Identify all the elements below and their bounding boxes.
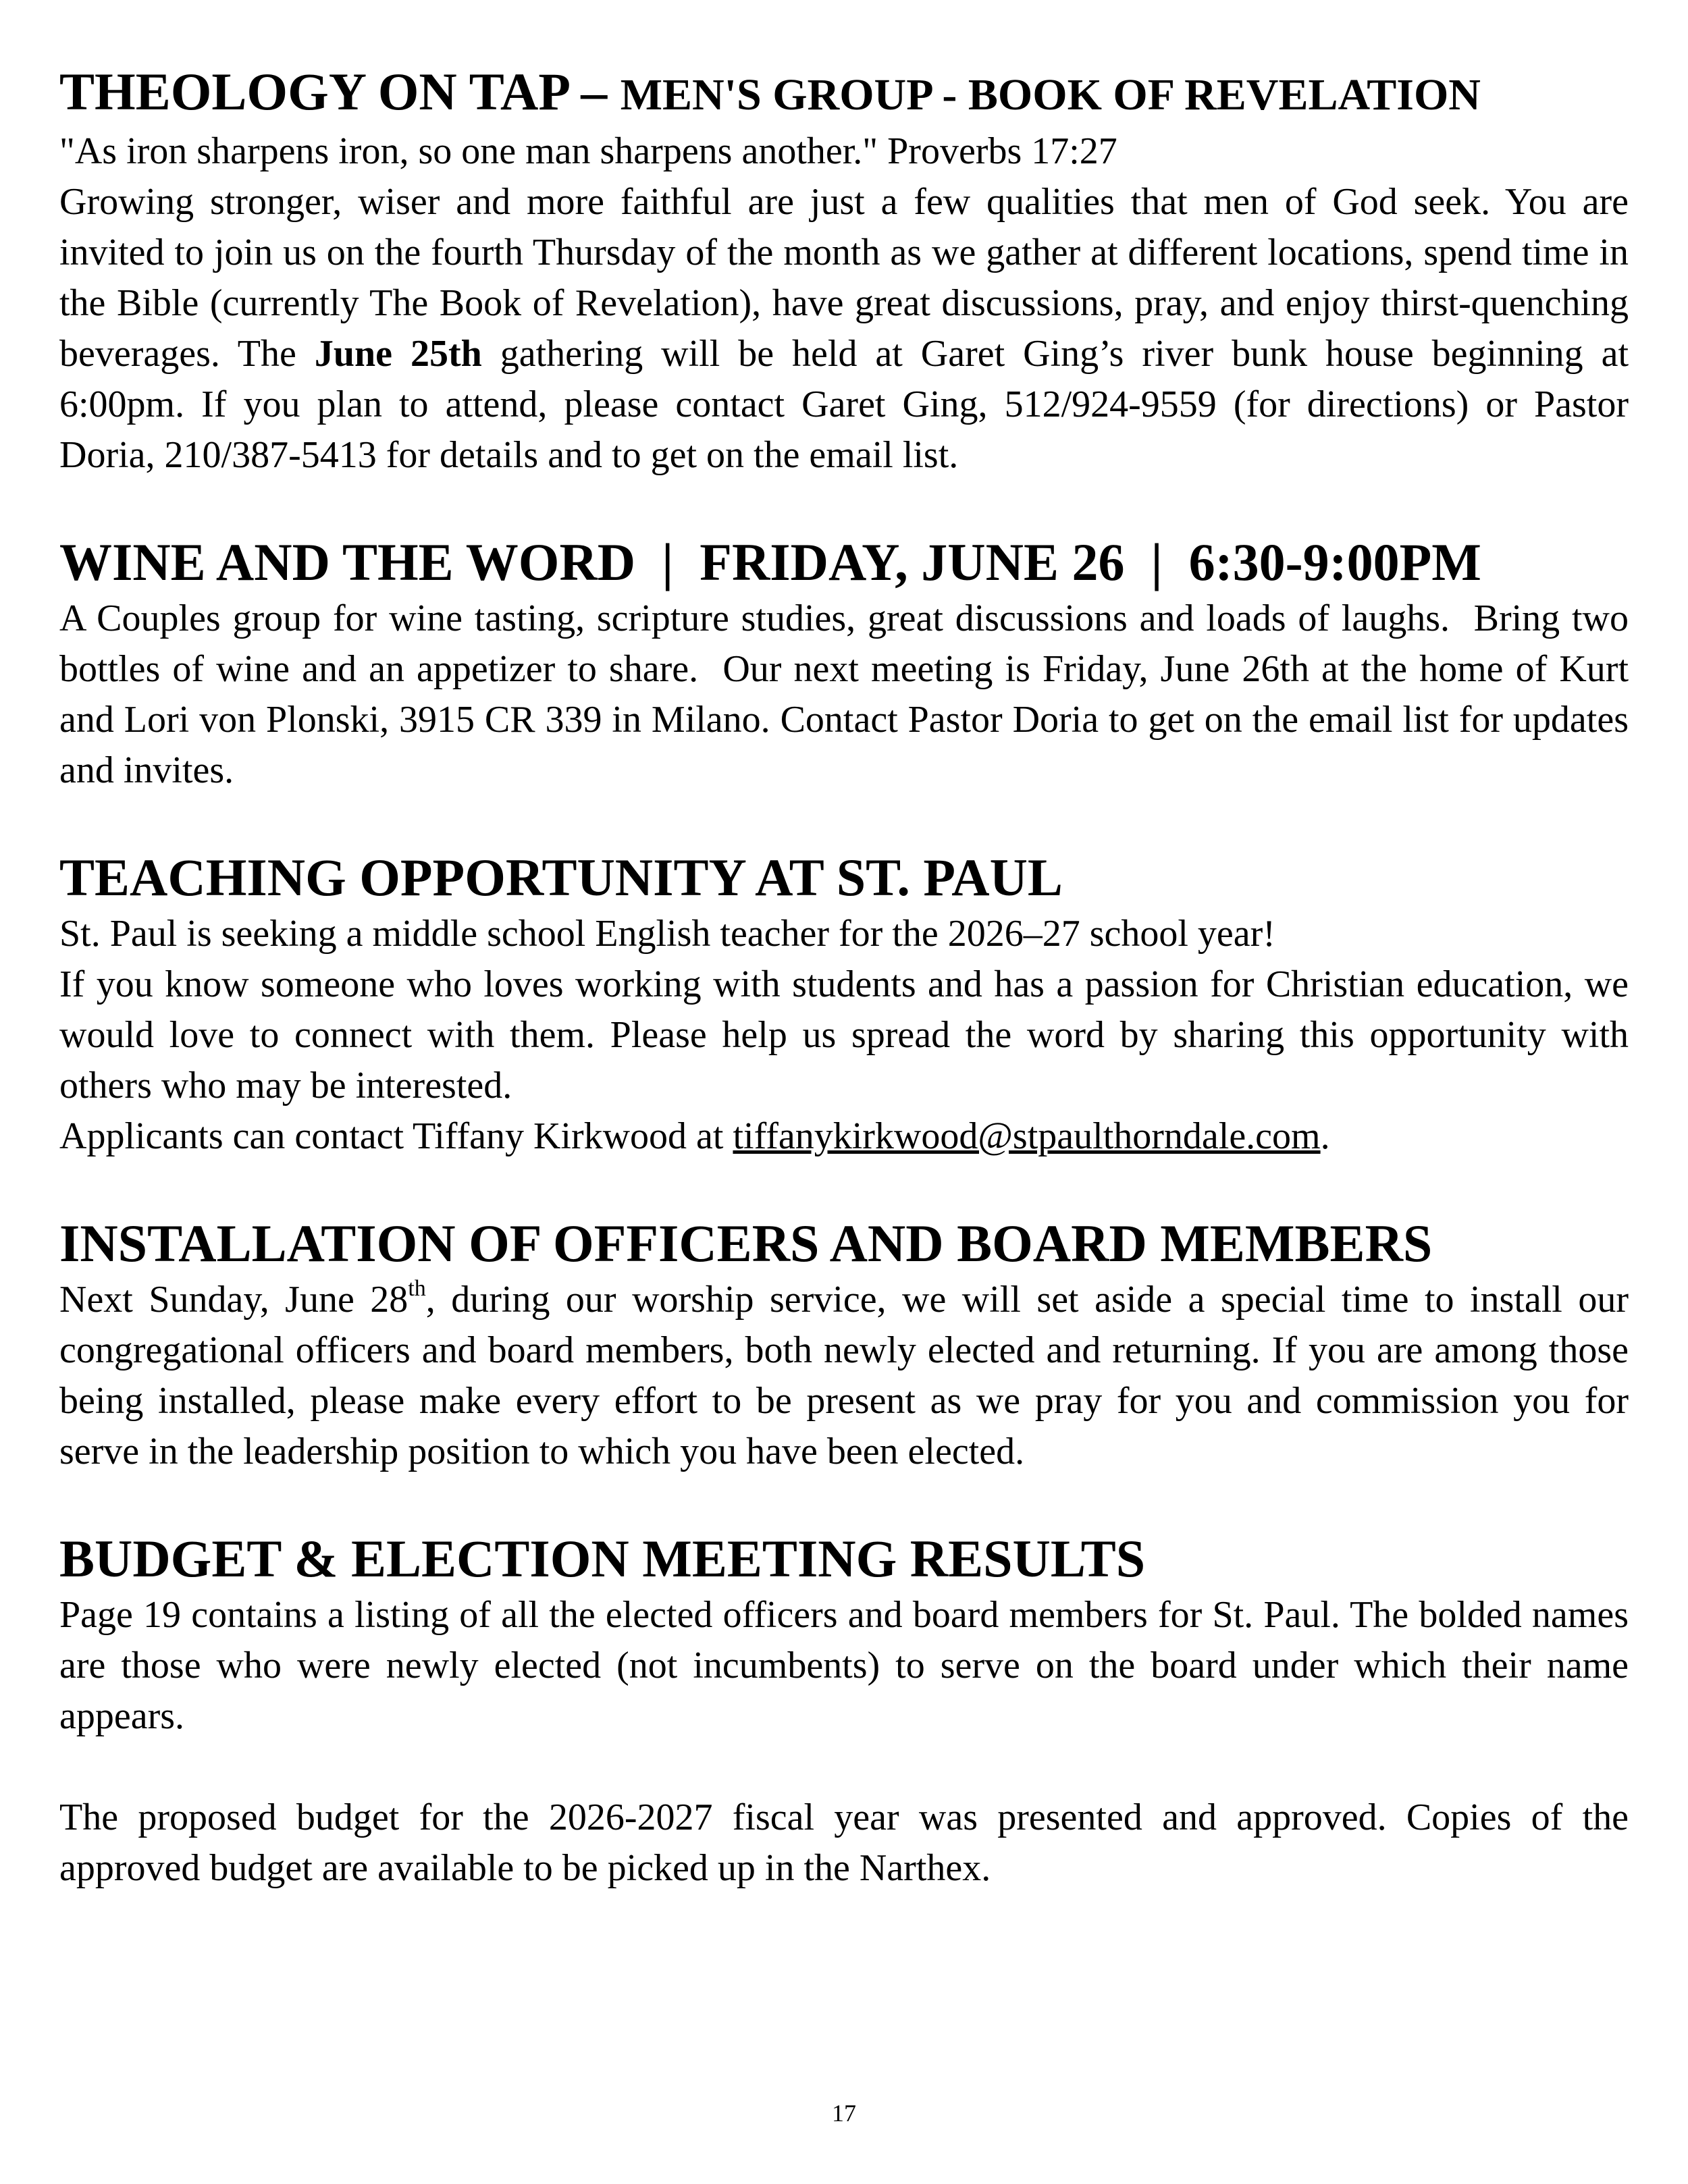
theology-on-tap-section	[59, 61, 1629, 481]
installation-body	[59, 1275, 1629, 1477]
theology-body	[59, 177, 1629, 481]
theology-quote: "As iron sharpens iron, so one man sharpens another." Proverbs 17:27	[59, 130, 1117, 172]
budget-election-para2: The proposed budget for the 2026-2027 fiscal year was presented and approved. Copies of the approved budget are available to be picked up in the Narthex.	[59, 1796, 1629, 1889]
theology-body-before: Growing stronger, wiser and more faithful are just a few qualities that men of God seek. You are invited to join us on the fourth Thursday of the month as we gather at different locations, spend time in the Bible (currently The Book of Revelation), have great discussions, pray, and enjoy thirst-quenching beverages. The	[59, 181, 1629, 375]
wine-and-the-word-section	[59, 531, 1638, 796]
budget-election-heading: BUDGET & ELECTION MEETING RESULTS	[59, 1529, 1146, 1588]
teaching-contact-period: .	[1320, 1115, 1330, 1157]
theology-body-after: gathering will be held at Garet Ging’s river bunk house beginning at 6:00pm. If you plan to attend, please contact Garet Ging, 512/924-9559 (for directions) or Pastor Doria, 210/387-5413 for details and to get on the email list.	[59, 333, 1629, 476]
budget-election-section	[59, 1528, 1629, 1894]
teaching-opportunity-section	[59, 847, 1629, 1162]
teaching-contact-email-link[interactable]: tiffanykirkwood@stpaulthorndale.com	[733, 1115, 1321, 1157]
installation-body-sup: th	[408, 1276, 426, 1301]
wine-and-the-word-heading: WINE AND THE WORD | FRIDAY, JUNE 26 | 6:30-9:00PM	[59, 533, 1481, 591]
installation-heading: INSTALLATION OF OFFICERS AND BOARD MEMBERS	[59, 1214, 1433, 1273]
teaching-line1: St. Paul is seeking a middle school English teacher for the 2026–27 school year!	[59, 913, 1275, 955]
teaching-contact	[59, 1111, 1629, 1162]
installation-body-before: Next Sunday, June 28	[59, 1279, 408, 1321]
bulletin-page	[59, 61, 1638, 1894]
page-number: 17	[832, 2100, 856, 2127]
installation-body-after: , during our worship service, we will set aside a special time to install our congregational officers and board members, both newly elected and returning. If you are among those being installed, please make every effort to be present as we pray for you and commission you for serve in the leadership position to which you have been elected.	[59, 1279, 1629, 1472]
teaching-body: If you know someone who loves working with students and has a passion for Christian education, we would love to connect with them. Please help us spread the word by sharing this opportunity with others who may be interested.	[59, 963, 1629, 1107]
teaching-contact-text: Applicants can contact Tiffany Kirkwood at	[59, 1115, 724, 1157]
teaching-opportunity-heading: TEACHING OPPORTUNITY AT ST. PAUL	[59, 848, 1063, 907]
wine-and-the-word-body: A Couples group for wine tasting, scripture studies, great discussions and loads of laughs. Bring two bottles of wine and an appetizer to share. Our next meeting is Friday, June 26th at the home of Kurt and Lori von Plonski, 3915 CR 339 in Milano. Contact Pastor Doria to get on the email list for updates and invites.	[59, 597, 1638, 791]
installation-section	[59, 1213, 1629, 1477]
theology-on-tap-heading	[59, 61, 1629, 126]
budget-election-para1: Page 19 contains a listing of all the elected officers and board members for St. Paul. The bolded names are those who were newly elected (not incumbents) to serve on the board under which their name appears.	[59, 1594, 1629, 1737]
theology-heading-sub: MEN'S GROUP - BOOK OF REVELATION	[620, 70, 1481, 119]
theology-heading-main: THEOLOGY ON TAP –	[59, 62, 608, 121]
theology-date: June 25th	[314, 333, 482, 375]
